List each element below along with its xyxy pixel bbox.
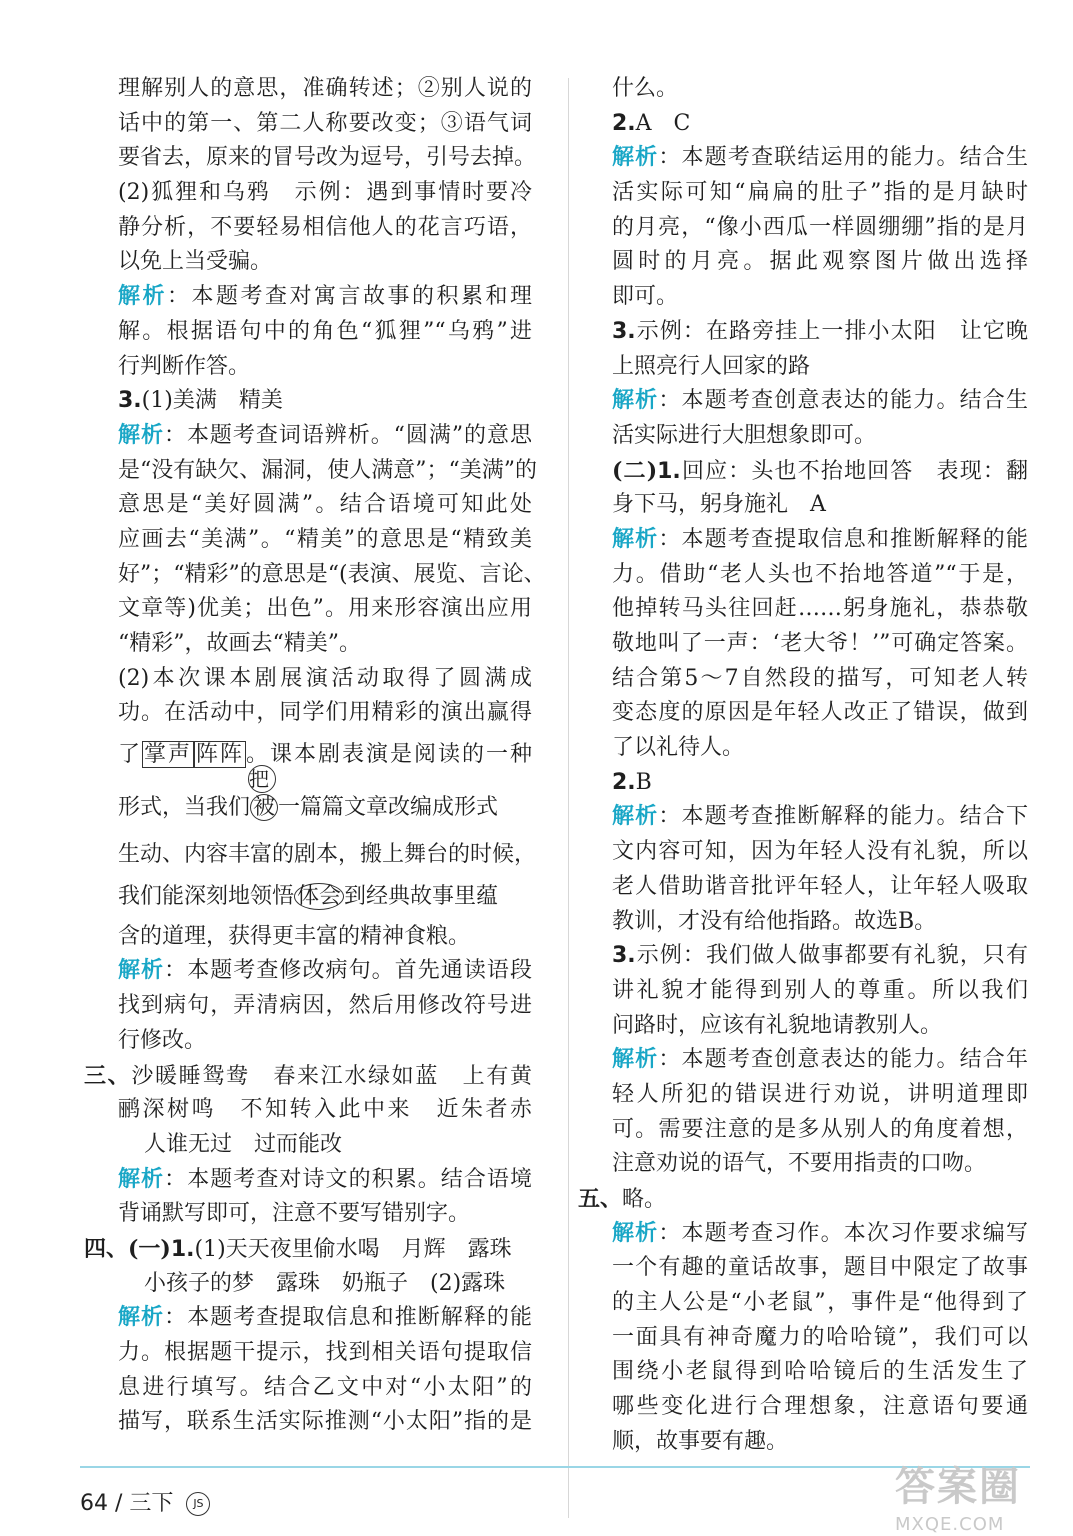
side-mark xyxy=(1046,1180,1060,1240)
text-line: (2)本次课本剧展演活动取得了圆满成 xyxy=(118,665,532,691)
text-line: 行判断作答。 xyxy=(118,353,251,379)
analysis-line xyxy=(612,523,1028,558)
corrected-line xyxy=(118,873,532,920)
question-2 xyxy=(612,766,1028,801)
text-line: 解。根据语句中的角色“狐狸”“乌鸦”进 xyxy=(118,318,532,344)
text-line: 教训，才没有给他指路。故选B。 xyxy=(612,908,937,934)
text-line: 鹂深树鸣 不知转入此中来 近朱者赤 xyxy=(118,1097,532,1123)
analysis-text: 本题考查习作。本次习作要求编写 xyxy=(681,1220,1028,1246)
analysis-text: 本题考查修改病句。首先通读语段 xyxy=(187,958,532,984)
text-line: 身下马，躬身施礼 A xyxy=(612,492,826,518)
question-3 xyxy=(612,315,1028,350)
analysis-label: 解析 xyxy=(612,1047,659,1073)
text: 形式，当我们 xyxy=(118,795,251,821)
text-line: 圆时的月亮。据此观察图片做出选择 xyxy=(612,249,1028,275)
section-five xyxy=(578,1182,1028,1217)
text-line: 老人借助谐音批评年轻人，让年轻人吸取 xyxy=(612,873,1028,899)
text-line: 生动、内容丰富的剧本，搬上舞台的时候， xyxy=(118,842,537,868)
section-four xyxy=(84,1232,532,1267)
text: 一篇篇文章改编成形式 xyxy=(278,795,499,821)
section-number: (二) xyxy=(612,457,658,484)
text-line: 力。根据题干提示，找到相关语句提取信 xyxy=(118,1340,532,1365)
analysis-text: 本题考查对寓言故事的积累和理 xyxy=(191,284,532,310)
text-line: 以免上当受骗。 xyxy=(118,249,273,275)
analysis-line xyxy=(612,1043,1028,1078)
text-line: 功。在活动中，同学们用精彩的演出赢得 xyxy=(118,700,532,726)
text-line: 注意劝说的语气，不要用指责的口吻。 xyxy=(612,1151,987,1177)
section-number: 四、(一) xyxy=(84,1235,171,1262)
deleted-word: 体会 xyxy=(294,883,344,910)
text-line: 话中的第一、第二人称要改变；③语气词 xyxy=(118,110,532,136)
deleted-word: 被 xyxy=(250,794,278,821)
analysis-label: 解析 xyxy=(612,804,659,830)
question-3 xyxy=(118,384,532,419)
text-line: 意思是“美好圆满”。结合语境可知此处 xyxy=(118,492,532,518)
text-line: 理解别人的意思，准确转述；②别人说的 xyxy=(118,76,532,101)
text-line: 要省去，原来的冒号改为逗号，引号去掉。 xyxy=(118,145,537,171)
text-line: 问路时，应该有礼貌地请教别人。 xyxy=(612,1012,943,1038)
text-line: 力。借助“老人头也不抬地答道”“于是， xyxy=(612,561,1028,587)
watermark-bottom: MXQE.COM xyxy=(895,1514,1005,1535)
text-line: 哪些变化进行合理想象，注意语句要通 xyxy=(612,1394,1028,1420)
analysis-line xyxy=(612,141,1028,176)
analysis-label: 解析 xyxy=(612,388,659,414)
text-line: 的主人公是“小老鼠”，事件是“他得到了 xyxy=(612,1290,1028,1316)
analysis-line xyxy=(118,1163,532,1198)
question-2 xyxy=(612,107,1028,142)
analysis-line xyxy=(612,800,1028,835)
answer-text: (1)天天夜里偷水喝 月辉 露珠 xyxy=(194,1236,512,1262)
text: 到经典故事里蕴 xyxy=(344,883,499,909)
grade-label: 三下 xyxy=(129,1491,174,1516)
text-line: (2)狐狸和乌鸦 示例：遇到事情时要冷 xyxy=(118,180,532,206)
question-number: 2. xyxy=(612,769,636,795)
question-number: 2. xyxy=(612,110,636,136)
text-line: 什么。 xyxy=(612,76,679,101)
text-line: 变态度的原因是年轻人改正了错误，做到 xyxy=(612,700,1028,726)
text-line: 结合第5～7自然段的描写，可知老人转 xyxy=(612,665,1028,691)
text-line: 顺，故事要有趣。 xyxy=(612,1428,789,1454)
analysis-label: 解析 xyxy=(118,958,165,984)
colon: ： xyxy=(658,388,682,414)
analysis-text: 本题考查对诗文的积累。结合语境 xyxy=(187,1166,532,1192)
text-line: 他掉转马头往回赶……躬身施礼，恭恭敬 xyxy=(612,596,1028,622)
analysis-label: 解析 xyxy=(612,526,659,552)
text-line: 应画去“美满”。“精美”的意思是“精致美 xyxy=(118,526,532,552)
section-number: 五、 xyxy=(578,1186,623,1212)
analysis-line xyxy=(612,1217,1028,1252)
text-line: 行修改。 xyxy=(118,1027,207,1053)
analysis-line xyxy=(118,280,532,315)
question-number: 3. xyxy=(612,318,636,344)
text-line: 即可。 xyxy=(612,284,679,310)
text-line: “精彩”，故画去“精美”。 xyxy=(118,631,361,656)
page-footer xyxy=(80,1486,210,1517)
text-line: 围绕小老鼠得到哈哈镜后的生活发生了 xyxy=(612,1359,1028,1385)
colon: ： xyxy=(658,1220,682,1246)
watermark-logo xyxy=(895,1455,1065,1535)
section-number: 三、 xyxy=(84,1062,132,1089)
answer-text: B xyxy=(635,769,652,795)
text-line: 含的道理，获得更丰富的精神食粮。 xyxy=(118,923,471,949)
boxed-word: 掌声 xyxy=(144,742,192,768)
text: 。课本剧表演是阅读的一种 xyxy=(246,742,532,768)
analysis-line xyxy=(118,1301,532,1336)
colon: ： xyxy=(658,1047,682,1073)
watermark-top: 答案圈 xyxy=(895,1464,1021,1510)
section-two-sub xyxy=(612,454,1028,489)
answer-text: 示例：我们做人做事都要有礼貌，只有 xyxy=(635,943,1028,969)
text: 了 xyxy=(118,742,142,768)
text-line: 息进行填写。结合乙文中对“小太阳”的 xyxy=(118,1374,532,1400)
answer-text: (1)美满 精美 xyxy=(141,388,283,414)
analysis-text: 本题考查提取信息和推断解释的能 xyxy=(187,1305,532,1331)
colon: ： xyxy=(167,284,192,310)
text-line: 小孩子的梦 露珠 奶瓶子 (2)露珠 xyxy=(144,1270,506,1296)
text-line: 文内容可知，因为年轻人没有礼貌，所以 xyxy=(612,839,1028,865)
right-column xyxy=(578,72,1028,1460)
analysis-label: 解析 xyxy=(612,1220,659,1246)
footer-rule xyxy=(80,1466,1030,1468)
corrected-line xyxy=(118,767,532,838)
text-line: 好”；“精彩”的意思是“(表演、展览、言论、 xyxy=(118,561,546,587)
text-line: 静分析，不要轻易相信他人的花言巧语， xyxy=(118,214,532,240)
question-number: 3. xyxy=(612,943,636,969)
text-line: 活实际可知“扁扁的肚子”指的是月缺时 xyxy=(612,180,1028,206)
inserted-word: 把 xyxy=(248,765,276,793)
answer-text: 回应：头也不抬地回答 表现：翻 xyxy=(680,458,1028,484)
text-line: 描写，联系生活实际推测“小太阳”指的是 xyxy=(118,1409,532,1435)
analysis-text: 本题考查词语辨析。“圆满”的意思 xyxy=(186,422,532,448)
analysis-text: 本题考查创意表达的能力。结合年 xyxy=(681,1047,1028,1073)
colon: ： xyxy=(658,145,682,171)
text-line: 可。需要注意的是多从别人的角度着想， xyxy=(612,1116,1028,1142)
text-line: 人谁无过 过而能改 xyxy=(144,1131,343,1157)
answer-text: 略。 xyxy=(622,1187,667,1212)
text-line: 找到病句，弄清病因，然后用修改符号进 xyxy=(118,993,532,1019)
text-line: 背诵默写即可，注意不要写错别字。 xyxy=(118,1201,471,1227)
text-line: 活实际进行大胆想象即可。 xyxy=(612,422,877,448)
answer-text: 示例：在路旁挂上一排小太阳 让它晚 xyxy=(635,318,1028,344)
analysis-label: 解析 xyxy=(118,1305,165,1331)
colon: ： xyxy=(163,422,187,448)
text-line: 敬地叫了一声：‘老大爷！’”可确定答案。 xyxy=(612,631,1028,656)
text-line: 了以礼待人。 xyxy=(612,735,745,761)
analysis-text: 本题考查创意表达的能力。结合生 xyxy=(681,388,1028,414)
colon: ： xyxy=(164,958,188,984)
column-divider xyxy=(568,78,569,1518)
page-number: 64 xyxy=(80,1491,108,1516)
analysis-label: 解析 xyxy=(612,145,659,171)
boxed-word: 阵阵 xyxy=(196,742,244,768)
text-line: 讲礼貌才能得到别人的尊重。所以我们 xyxy=(612,977,1028,1003)
section-three xyxy=(84,1059,532,1094)
left-column xyxy=(84,72,546,1440)
analysis-line xyxy=(118,419,532,454)
corrected-line xyxy=(118,731,532,778)
text-line: 是“没有缺欠、漏洞，使人满意”；“美满”的 xyxy=(118,457,537,483)
answer-text: 沙暖睡鸳鸯 春来江水绿如蓝 上有黄 xyxy=(131,1063,532,1089)
colon: ： xyxy=(658,804,682,830)
text: 我们能深刻地领悟 xyxy=(118,883,295,909)
question-number: 1. xyxy=(657,458,681,484)
text-line: 文章等)优美；出色”。用来形容演出应用 xyxy=(118,596,532,622)
analysis-text: 本题考查推断解释的能力。结合下 xyxy=(681,804,1028,830)
analysis-label: 解析 xyxy=(118,284,167,310)
question-number: 3. xyxy=(118,388,142,414)
colon: ： xyxy=(658,526,682,552)
text-line: 的月亮，“像小西瓜一样圆绷绷”指的是月 xyxy=(612,214,1028,240)
text-line: 轻人所犯的错误进行劝说，讲明道理即 xyxy=(612,1081,1028,1107)
question-3 xyxy=(612,939,1028,974)
answer-text: A C xyxy=(635,110,691,136)
analysis-line xyxy=(612,384,1028,419)
analysis-text: 本题考查提取信息和推断解释的能 xyxy=(681,526,1028,552)
analysis-line xyxy=(118,954,532,989)
text-line: 上照亮行人回家的路 xyxy=(612,353,811,379)
edition-badge-icon: JS xyxy=(186,1492,210,1516)
question-number: 1. xyxy=(170,1236,195,1262)
text-line: 一个有趣的童话故事，题目中限定了故事 xyxy=(612,1255,1028,1281)
analysis-text: 本题考查联结运用的能力。结合生 xyxy=(681,145,1028,171)
analysis-label: 解析 xyxy=(118,422,164,448)
page-slash: / xyxy=(115,1491,123,1516)
colon: ： xyxy=(164,1166,188,1192)
colon: ： xyxy=(164,1305,188,1331)
text-line: 一面具有神奇魔力的哈哈镜”，我们可以 xyxy=(612,1324,1028,1350)
analysis-label: 解析 xyxy=(118,1166,165,1192)
